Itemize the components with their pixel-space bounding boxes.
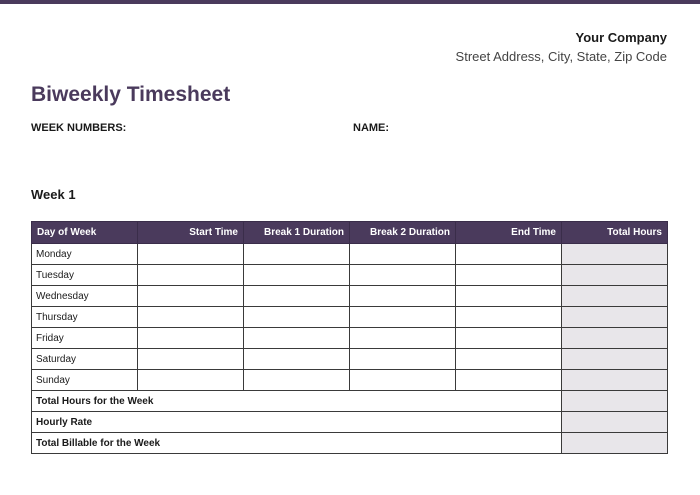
name-label: NAME: xyxy=(353,122,390,134)
header-total-hours: Total Hours xyxy=(562,222,668,244)
table-row xyxy=(32,328,668,349)
break-1-cell[interactable] xyxy=(244,244,350,265)
day-label: Friday xyxy=(32,328,138,349)
start-time-cell[interactable] xyxy=(138,328,244,349)
break-2-cell[interactable] xyxy=(350,244,456,265)
total-hours-cell[interactable] xyxy=(562,328,668,349)
day-label: Saturday xyxy=(32,349,138,370)
break-1-cell[interactable] xyxy=(244,286,350,307)
summary-label-total-hours: Total Hours for the Week xyxy=(32,391,562,412)
table-header-row xyxy=(32,222,668,244)
top-accent-bar xyxy=(0,0,700,4)
summary-label-hourly-rate: Hourly Rate xyxy=(32,412,562,433)
break-1-cell[interactable] xyxy=(244,349,350,370)
table-row xyxy=(32,244,668,265)
header-end-time: End Time xyxy=(456,222,562,244)
break-2-cell[interactable] xyxy=(350,349,456,370)
end-time-cell[interactable] xyxy=(456,244,562,265)
start-time-cell[interactable] xyxy=(138,265,244,286)
week-numbers-label: WEEK NUMBERS: xyxy=(31,122,127,134)
break-2-cell[interactable] xyxy=(350,286,456,307)
break-2-cell[interactable] xyxy=(350,370,456,391)
header-start-time: Start Time xyxy=(138,222,244,244)
day-label: Monday xyxy=(32,244,138,265)
total-hours-cell[interactable] xyxy=(562,265,668,286)
break-2-cell[interactable] xyxy=(350,307,456,328)
total-billable-cell[interactable] xyxy=(562,433,668,454)
break-1-cell[interactable] xyxy=(244,265,350,286)
start-time-cell[interactable] xyxy=(138,370,244,391)
total-hours-cell[interactable] xyxy=(562,244,668,265)
day-label: Thursday xyxy=(32,307,138,328)
table-row xyxy=(32,265,668,286)
table-row xyxy=(32,370,668,391)
total-hours-cell[interactable] xyxy=(562,286,668,307)
table-row xyxy=(32,349,668,370)
break-2-cell[interactable] xyxy=(350,265,456,286)
summary-label-total-billable: Total Billable for the Week xyxy=(32,433,562,454)
total-hours-cell[interactable] xyxy=(562,349,668,370)
table-row xyxy=(32,286,668,307)
start-time-cell[interactable] xyxy=(138,244,244,265)
break-1-cell[interactable] xyxy=(244,328,350,349)
break-2-cell[interactable] xyxy=(350,328,456,349)
company-name: Your Company xyxy=(575,30,667,45)
week-total-hours-cell[interactable] xyxy=(562,391,668,412)
header-break-2-duration: Break 2 Duration xyxy=(350,222,456,244)
start-time-cell[interactable] xyxy=(138,286,244,307)
summary-row-hourly-rate xyxy=(32,412,668,433)
week-label: Week 1 xyxy=(31,187,76,202)
break-1-cell[interactable] xyxy=(244,370,350,391)
hourly-rate-cell[interactable] xyxy=(562,412,668,433)
day-label: Sunday xyxy=(32,370,138,391)
summary-row-total-billable xyxy=(32,433,668,454)
end-time-cell[interactable] xyxy=(456,349,562,370)
end-time-cell[interactable] xyxy=(456,307,562,328)
end-time-cell[interactable] xyxy=(456,265,562,286)
break-1-cell[interactable] xyxy=(244,307,350,328)
company-address: Street Address, City, State, Zip Code xyxy=(455,49,667,64)
summary-row-total-hours xyxy=(32,391,668,412)
end-time-cell[interactable] xyxy=(456,370,562,391)
end-time-cell[interactable] xyxy=(456,328,562,349)
total-hours-cell[interactable] xyxy=(562,370,668,391)
timesheet-table xyxy=(31,221,668,454)
header-break-1-duration: Break 1 Duration xyxy=(244,222,350,244)
end-time-cell[interactable] xyxy=(456,286,562,307)
day-label: Tuesday xyxy=(32,265,138,286)
start-time-cell[interactable] xyxy=(138,307,244,328)
header-day-of-week: Day of Week xyxy=(32,222,138,244)
total-hours-cell[interactable] xyxy=(562,307,668,328)
table-row xyxy=(32,307,668,328)
company-block xyxy=(456,30,667,65)
day-label: Wednesday xyxy=(32,286,138,307)
start-time-cell[interactable] xyxy=(138,349,244,370)
page-title: Biweekly Timesheet xyxy=(31,83,231,106)
